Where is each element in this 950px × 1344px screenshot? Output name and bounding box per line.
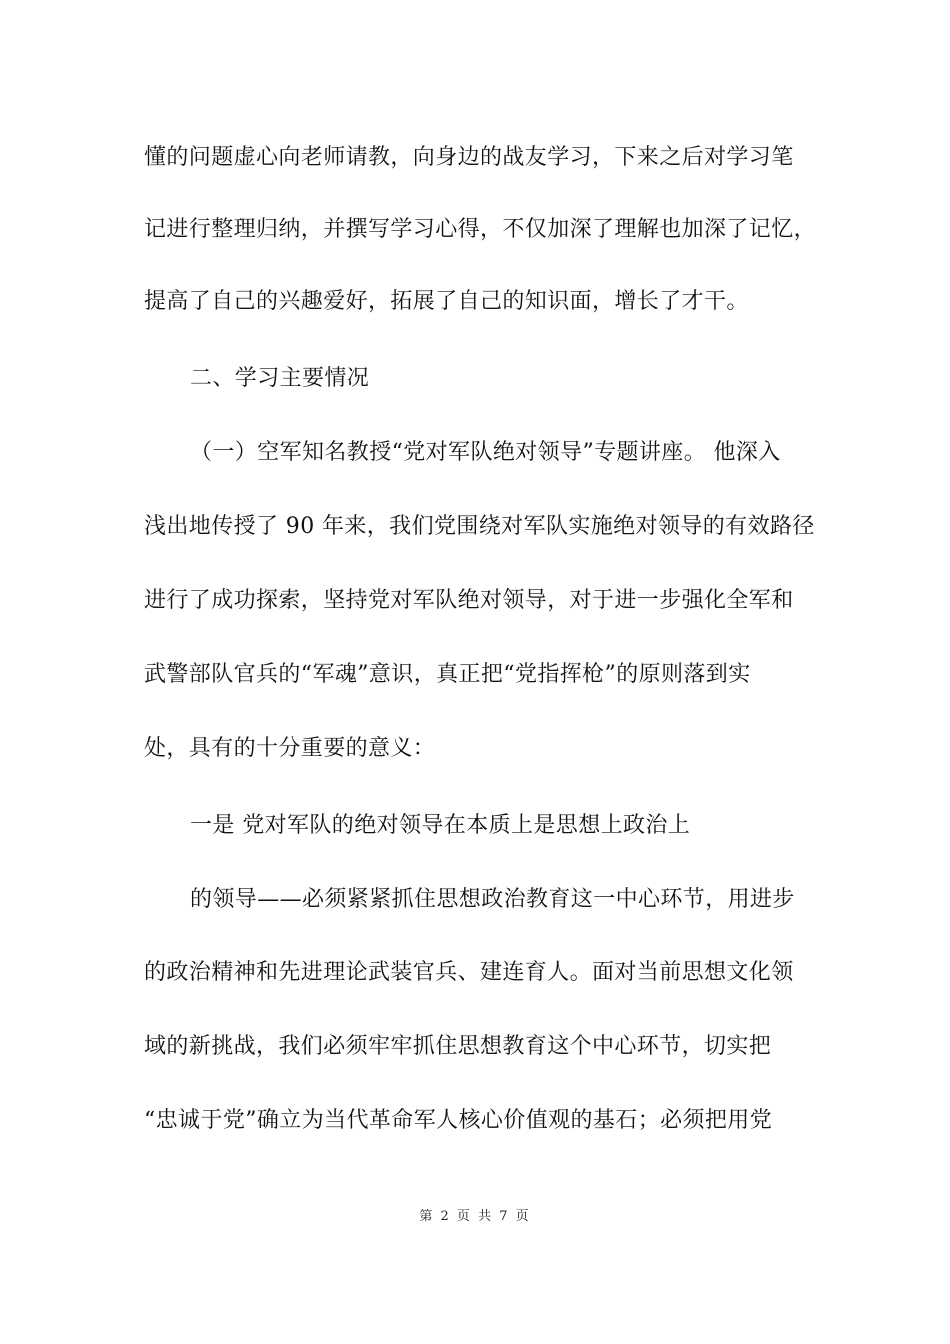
page-number: 第 2 页 共 7 页	[419, 1209, 531, 1224]
paragraph-line: 进行了成功探索，坚持党对军队绝对领导，对于进一步强化全军和	[144, 588, 794, 613]
paragraph-line: 记进行整理归纳，并撰写学习心得，不仅加深了理解也加深了记忆，	[144, 217, 817, 242]
section-heading: 二、学习主要情况	[190, 366, 370, 391]
subsection-heading: （一）空军知名教授“党对军队绝对领导”专题讲座。 他深入	[190, 440, 781, 465]
paragraph-line: “忠诚于党”确立为当代革命军人核心价值观的基石；必须把用党	[144, 1108, 773, 1133]
paragraph-line: 提高了自己的兴趣爱好，拓展了自己的知识面，增长了才干。	[144, 289, 749, 314]
paragraph-line: 处，具有的十分重要的意义：	[144, 736, 436, 761]
paragraph-line: 浅出地传授了 90 年来，我们党围绕对军队实施绝对领导的有效路径	[144, 514, 815, 539]
paragraph-line: 武警部队官兵的“军魂”意识，真正把“党指挥枪”的原则落到实	[144, 662, 751, 687]
paragraph-line: 的领导——必须紧紧抓住思想政治教育这一中心环节，用进步	[190, 887, 795, 912]
paragraph-line: 的政治精神和先进理论武装官兵、建连育人。面对当前思想文化领	[144, 960, 794, 985]
paragraph-line: 懂的问题虚心向老师请教，向身边的战友学习，下来之后对学习笔	[144, 145, 794, 170]
paragraph-line: 域的新挑战，我们必须牢牢抓住思想教育这个中心环节，切实把	[144, 1034, 772, 1059]
paragraph-line: 一是 党对军队的绝对领导在本质上是思想上政治上	[190, 813, 691, 838]
